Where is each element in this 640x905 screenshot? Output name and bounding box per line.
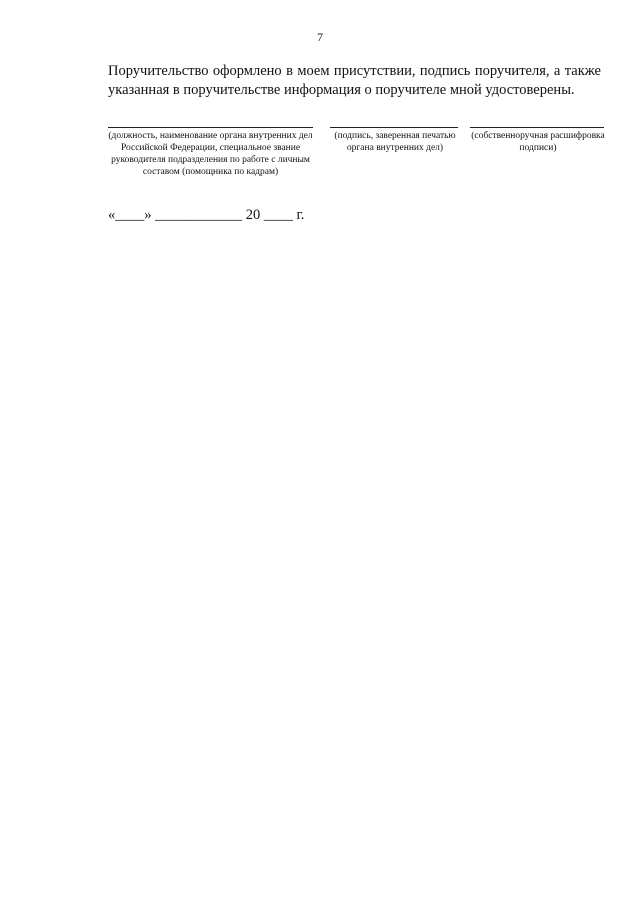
date-line: «____» ____________ 20 ____ г. [108,207,305,223]
name-transcript-field [470,127,606,154]
position-signature-field [108,127,313,178]
body-paragraph: Поручительство оформлено в моем присутствии, подпись поручителя, а также указанная в поручительстве информация о поручителе мной удостоверены. [108,63,601,98]
signature-underline [330,127,458,128]
position-caption: (должность, наименование органа внутренних дел Российской Федерации, специальное звание руководителя подразделения по работе с личным составом (помощника по кадрам) [108,131,313,177]
name-transcript-caption: (собственноручная расшифровка подписи) [471,131,605,153]
position-underline [108,127,313,128]
signature-caption: (подпись, заверенная печатью органа внутренних дел) [334,131,456,153]
name-transcript-underline [470,127,604,128]
page-number: 7 [317,30,323,44]
signature-field [330,127,460,154]
